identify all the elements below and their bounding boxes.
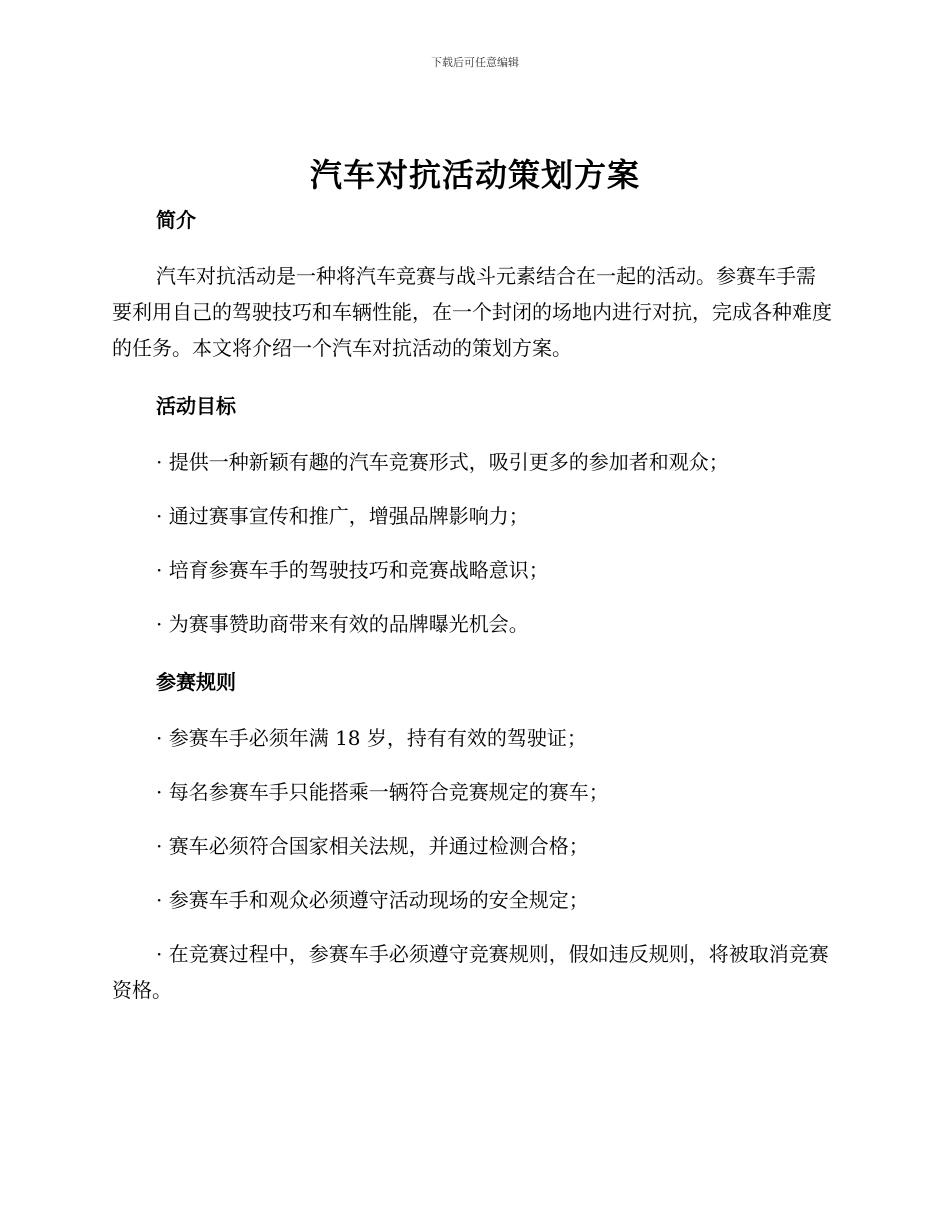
rule-item: · 参赛车手和观众必须遵守活动现场的安全规定；	[156, 888, 589, 912]
section-heading-intro: 简介	[156, 208, 196, 232]
goal-item: · 培育参赛车手的驾驶技巧和竞赛战略意识；	[156, 558, 549, 582]
goal-item: · 提供一种新颖有趣的汽车竞赛形式，吸引更多的参加者和观众；	[156, 450, 729, 474]
document-title: 汽车对抗活动策划方案	[309, 156, 640, 194]
goal-item: · 为赛事赞助商带来有效的品牌曝光机会。	[156, 612, 529, 636]
rule-item: · 参赛车手必须年满 18 岁，持有有效的驾驶证；	[156, 726, 587, 750]
section-heading-goals: 活动目标	[156, 394, 236, 418]
intro-paragraph: 汽车对抗活动是一种将汽车竞赛与战斗元素结合在一起的活动。参赛车手需要利用自己的驾驶技巧和车辆性能，在一个封闭的场地内进行对抗，完成各种难度的任务。本文将介绍一个汽车对抗活动的策划方案。	[112, 264, 832, 360]
rule-item: · 在竞赛过程中，参赛车手必须遵守竞赛规则，假如违反规则，将被取消竞赛资格。	[112, 942, 829, 1002]
rule-item: · 赛车必须符合国家相关法规，并通过检测合格；	[156, 834, 589, 858]
header-note: 下载后可任意编辑	[431, 56, 519, 69]
goal-item: · 通过赛事宣传和推广，增强品牌影响力；	[156, 504, 529, 528]
rule-item: · 每名参赛车手只能搭乘一辆符合竞赛规定的赛车；	[156, 780, 609, 804]
section-heading-rules: 参赛规则	[156, 670, 236, 694]
document-body	[112, 200, 832, 1008]
